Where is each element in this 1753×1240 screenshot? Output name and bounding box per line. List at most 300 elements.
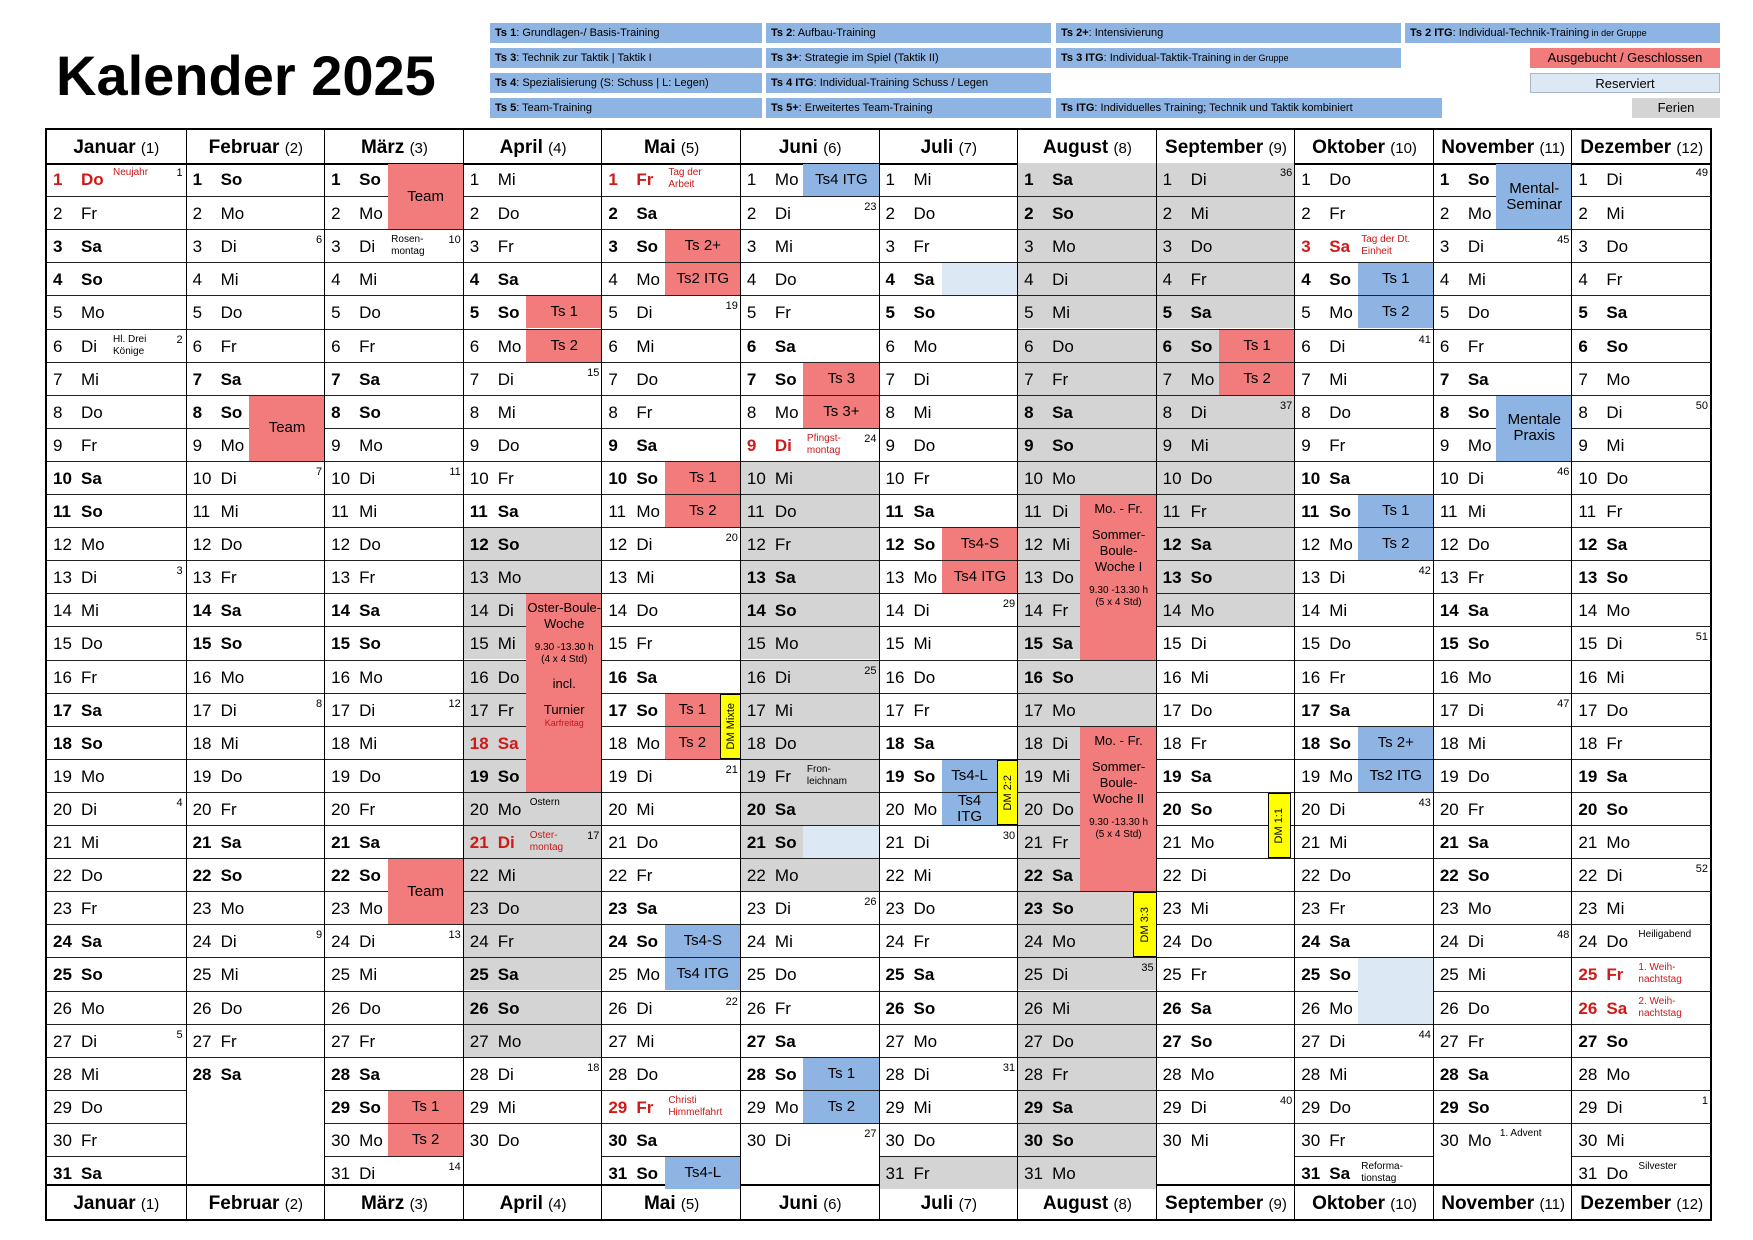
day-cell[interactable]: [1295, 461, 1434, 494]
day-cell[interactable]: [1295, 693, 1434, 726]
day-cell[interactable]: [880, 196, 1019, 229]
day-cell[interactable]: [880, 1123, 1019, 1156]
day-cell[interactable]: [464, 1123, 603, 1156]
day-cell[interactable]: [602, 593, 741, 626]
day-cell[interactable]: [1572, 626, 1711, 659]
event-block[interactable]: [388, 1124, 464, 1156]
day-cell[interactable]: [1018, 395, 1157, 428]
event-block[interactable]: [665, 925, 741, 957]
day-cell[interactable]: [1157, 858, 1296, 891]
day-cell[interactable]: [1434, 593, 1573, 626]
day-cell[interactable]: [47, 362, 186, 395]
day-cell[interactable]: [1018, 295, 1157, 328]
day-cell[interactable]: [325, 759, 464, 792]
day-cell[interactable]: [325, 593, 464, 626]
day-cell[interactable]: [1157, 726, 1296, 759]
day-cell[interactable]: [1157, 593, 1296, 626]
day-cell[interactable]: [325, 295, 464, 328]
day-cell[interactable]: [325, 229, 464, 262]
day-cell[interactable]: [602, 428, 741, 461]
day-cell[interactable]: [602, 858, 741, 891]
day-cell[interactable]: [47, 560, 186, 593]
day-cell[interactable]: [1295, 196, 1434, 229]
day-cell[interactable]: [1434, 262, 1573, 295]
day-cell[interactable]: [1295, 593, 1434, 626]
day-cell[interactable]: [325, 726, 464, 759]
event-block[interactable]: [803, 363, 879, 395]
day-cell[interactable]: [1157, 1057, 1296, 1090]
day-cell[interactable]: [1572, 792, 1711, 825]
event-block[interactable]: [665, 1157, 741, 1189]
event-block[interactable]: [803, 396, 879, 428]
day-cell[interactable]: [464, 196, 603, 229]
day-cell[interactable]: [325, 957, 464, 990]
event-block[interactable]: [388, 859, 464, 924]
day-cell[interactable]: [187, 461, 326, 494]
day-cell[interactable]: [1572, 991, 1711, 1024]
day-cell[interactable]: [880, 295, 1019, 328]
day-cell[interactable]: [741, 957, 880, 990]
day-cell[interactable]: [1295, 362, 1434, 395]
day-cell[interactable]: [1434, 924, 1573, 957]
day-cell[interactable]: [1157, 560, 1296, 593]
day-cell[interactable]: [741, 693, 880, 726]
day-cell[interactable]: [325, 395, 464, 428]
event-block[interactable]: [803, 826, 879, 858]
day-cell[interactable]: [187, 295, 326, 328]
event-block[interactable]: [803, 1091, 879, 1123]
day-cell[interactable]: [325, 560, 464, 593]
day-cell[interactable]: [602, 792, 741, 825]
day-cell[interactable]: [1157, 196, 1296, 229]
day-cell[interactable]: [1434, 527, 1573, 560]
day-cell[interactable]: [602, 560, 741, 593]
day-cell[interactable]: [602, 1057, 741, 1090]
day-cell[interactable]: [325, 825, 464, 858]
day-cell[interactable]: [1018, 1123, 1157, 1156]
day-cell[interactable]: [1572, 395, 1711, 428]
day-cell[interactable]: [1018, 1090, 1157, 1123]
day-cell[interactable]: [187, 792, 326, 825]
day-cell[interactable]: [464, 957, 603, 990]
event-block[interactable]: [803, 1058, 879, 1090]
day-cell[interactable]: [1572, 693, 1711, 726]
day-cell[interactable]: [602, 991, 741, 1024]
day-cell[interactable]: [47, 593, 186, 626]
day-cell[interactable]: [464, 924, 603, 957]
day-cell[interactable]: [187, 196, 326, 229]
day-cell[interactable]: [741, 295, 880, 328]
day-cell[interactable]: [1572, 825, 1711, 858]
event-block[interactable]: [942, 760, 997, 792]
day-cell[interactable]: [1572, 1156, 1711, 1189]
day-cell[interactable]: [1295, 1024, 1434, 1057]
event-block[interactable]: [388, 164, 464, 229]
day-cell[interactable]: [187, 1057, 326, 1090]
day-cell[interactable]: [187, 362, 326, 395]
day-cell[interactable]: [880, 693, 1019, 726]
day-cell[interactable]: [602, 163, 741, 196]
day-cell[interactable]: [187, 726, 326, 759]
day-cell[interactable]: [47, 726, 186, 759]
day-cell[interactable]: [1434, 229, 1573, 262]
day-cell[interactable]: [47, 163, 186, 196]
day-cell[interactable]: [47, 262, 186, 295]
day-cell[interactable]: [325, 362, 464, 395]
day-cell[interactable]: [187, 957, 326, 990]
day-cell[interactable]: [1295, 395, 1434, 428]
day-cell[interactable]: [741, 792, 880, 825]
day-cell[interactable]: [1157, 991, 1296, 1024]
event-block[interactable]: [665, 495, 741, 527]
day-cell[interactable]: [47, 494, 186, 527]
day-cell[interactable]: [880, 1090, 1019, 1123]
day-cell[interactable]: [187, 527, 326, 560]
day-cell[interactable]: [1434, 825, 1573, 858]
day-cell[interactable]: [1572, 229, 1711, 262]
event-block[interactable]: [526, 296, 602, 328]
day-cell[interactable]: [1295, 626, 1434, 659]
day-cell[interactable]: [1157, 693, 1296, 726]
day-cell[interactable]: [464, 1090, 603, 1123]
day-cell[interactable]: [325, 1156, 464, 1189]
day-cell[interactable]: [1157, 924, 1296, 957]
event-block[interactable]: [803, 164, 879, 196]
day-cell[interactable]: [1434, 726, 1573, 759]
day-cell[interactable]: [325, 428, 464, 461]
day-cell[interactable]: [325, 924, 464, 957]
day-cell[interactable]: [1295, 1123, 1434, 1156]
day-cell[interactable]: [325, 262, 464, 295]
day-cell[interactable]: [1157, 1090, 1296, 1123]
day-cell[interactable]: [464, 494, 603, 527]
day-cell[interactable]: [464, 163, 603, 196]
day-cell[interactable]: [1434, 957, 1573, 990]
day-cell[interactable]: [187, 163, 326, 196]
day-cell[interactable]: [1572, 1090, 1711, 1123]
day-cell[interactable]: [325, 329, 464, 362]
day-cell[interactable]: [1018, 196, 1157, 229]
day-cell[interactable]: [1157, 428, 1296, 461]
day-cell[interactable]: [464, 229, 603, 262]
day-cell[interactable]: [1572, 362, 1711, 395]
day-cell[interactable]: [1572, 726, 1711, 759]
day-cell[interactable]: [187, 924, 326, 957]
event-block[interactable]: [665, 462, 741, 494]
day-cell[interactable]: [1157, 163, 1296, 196]
day-cell[interactable]: [741, 560, 880, 593]
day-cell[interactable]: [741, 1024, 880, 1057]
day-cell[interactable]: [47, 527, 186, 560]
day-cell[interactable]: [880, 428, 1019, 461]
day-cell[interactable]: [741, 991, 880, 1024]
day-cell[interactable]: [187, 1024, 326, 1057]
day-cell[interactable]: [47, 196, 186, 229]
day-cell[interactable]: [1572, 428, 1711, 461]
day-cell[interactable]: [1434, 461, 1573, 494]
day-cell[interactable]: [1572, 461, 1711, 494]
event-block[interactable]: [1358, 958, 1434, 1023]
day-cell[interactable]: [47, 1123, 186, 1156]
day-cell[interactable]: [47, 295, 186, 328]
day-cell[interactable]: [1295, 1156, 1434, 1189]
day-cell[interactable]: [880, 858, 1019, 891]
day-cell[interactable]: [47, 924, 186, 957]
day-cell[interactable]: [1018, 660, 1157, 693]
day-cell[interactable]: [880, 163, 1019, 196]
day-cell[interactable]: [1157, 295, 1296, 328]
day-cell[interactable]: [1295, 1090, 1434, 1123]
day-cell[interactable]: [1157, 891, 1296, 924]
day-cell[interactable]: [741, 1123, 880, 1156]
event-block[interactable]: [997, 760, 1018, 825]
day-cell[interactable]: [1572, 891, 1711, 924]
day-cell[interactable]: [1572, 1057, 1711, 1090]
day-cell[interactable]: [47, 395, 186, 428]
day-cell[interactable]: [602, 891, 741, 924]
event-block[interactable]: [665, 694, 720, 726]
day-cell[interactable]: [880, 726, 1019, 759]
day-cell[interactable]: [1434, 1123, 1573, 1156]
day-cell[interactable]: [464, 560, 603, 593]
day-cell[interactable]: [880, 660, 1019, 693]
day-cell[interactable]: [1295, 858, 1434, 891]
day-cell[interactable]: [1572, 262, 1711, 295]
day-cell[interactable]: [47, 957, 186, 990]
day-cell[interactable]: [187, 560, 326, 593]
day-cell[interactable]: [602, 329, 741, 362]
day-cell[interactable]: [47, 1156, 186, 1189]
day-cell[interactable]: [187, 660, 326, 693]
day-cell[interactable]: [1018, 1156, 1157, 1189]
day-cell[interactable]: [47, 825, 186, 858]
day-cell[interactable]: [1018, 957, 1157, 990]
day-cell[interactable]: [1295, 163, 1434, 196]
day-cell[interactable]: [464, 362, 603, 395]
day-cell[interactable]: [47, 991, 186, 1024]
day-cell[interactable]: [1434, 329, 1573, 362]
day-cell[interactable]: [325, 792, 464, 825]
day-cell[interactable]: [1157, 262, 1296, 295]
day-cell[interactable]: [1295, 329, 1434, 362]
day-cell[interactable]: [880, 1024, 1019, 1057]
day-cell[interactable]: [1434, 660, 1573, 693]
day-cell[interactable]: [1434, 759, 1573, 792]
day-cell[interactable]: [325, 494, 464, 527]
day-cell[interactable]: [1157, 494, 1296, 527]
day-cell[interactable]: [1295, 560, 1434, 593]
day-cell[interactable]: [464, 858, 603, 891]
day-cell[interactable]: [1157, 1024, 1296, 1057]
day-cell[interactable]: [464, 1024, 603, 1057]
day-cell[interactable]: [187, 891, 326, 924]
day-cell[interactable]: [1018, 262, 1157, 295]
day-cell[interactable]: [741, 196, 880, 229]
day-cell[interactable]: [464, 1057, 603, 1090]
day-cell[interactable]: [1157, 660, 1296, 693]
day-cell[interactable]: [1434, 991, 1573, 1024]
day-cell[interactable]: [1434, 1090, 1573, 1123]
day-cell[interactable]: [47, 858, 186, 891]
day-cell[interactable]: [47, 1090, 186, 1123]
day-cell[interactable]: [325, 693, 464, 726]
day-cell[interactable]: [464, 461, 603, 494]
event-block[interactable]: [1080, 495, 1156, 660]
day-cell[interactable]: [602, 759, 741, 792]
day-cell[interactable]: [741, 494, 880, 527]
day-cell[interactable]: [1157, 626, 1296, 659]
day-cell[interactable]: [741, 759, 880, 792]
day-cell[interactable]: [741, 626, 880, 659]
day-cell[interactable]: [880, 991, 1019, 1024]
day-cell[interactable]: [325, 1057, 464, 1090]
day-cell[interactable]: [880, 329, 1019, 362]
day-cell[interactable]: [1434, 891, 1573, 924]
day-cell[interactable]: [602, 1123, 741, 1156]
day-cell[interactable]: [1295, 924, 1434, 957]
day-cell[interactable]: [464, 792, 603, 825]
day-cell[interactable]: [1157, 461, 1296, 494]
day-cell[interactable]: [1295, 891, 1434, 924]
day-cell[interactable]: [741, 428, 880, 461]
day-cell[interactable]: [187, 229, 326, 262]
day-cell[interactable]: [1572, 494, 1711, 527]
day-cell[interactable]: [880, 1057, 1019, 1090]
day-cell[interactable]: [1018, 362, 1157, 395]
event-block[interactable]: [1219, 363, 1295, 395]
day-cell[interactable]: [602, 626, 741, 659]
day-cell[interactable]: [1434, 560, 1573, 593]
day-cell[interactable]: [1295, 792, 1434, 825]
day-cell[interactable]: [1157, 1123, 1296, 1156]
event-block[interactable]: [1496, 164, 1572, 229]
day-cell[interactable]: [602, 362, 741, 395]
day-cell[interactable]: [47, 660, 186, 693]
day-cell[interactable]: [325, 991, 464, 1024]
event-block[interactable]: [1358, 296, 1434, 328]
day-cell[interactable]: [1434, 792, 1573, 825]
day-cell[interactable]: [741, 593, 880, 626]
day-cell[interactable]: [1434, 693, 1573, 726]
event-block[interactable]: [942, 561, 1018, 593]
day-cell[interactable]: [1434, 626, 1573, 659]
day-cell[interactable]: [187, 991, 326, 1024]
day-cell[interactable]: [47, 229, 186, 262]
day-cell[interactable]: [187, 759, 326, 792]
event-block[interactable]: [1496, 396, 1572, 461]
day-cell[interactable]: [1295, 229, 1434, 262]
event-block[interactable]: [1268, 793, 1292, 858]
day-cell[interactable]: [1295, 428, 1434, 461]
day-cell[interactable]: [741, 660, 880, 693]
day-cell[interactable]: [464, 991, 603, 1024]
day-cell[interactable]: [880, 593, 1019, 626]
day-cell[interactable]: [1018, 229, 1157, 262]
day-cell[interactable]: [1295, 660, 1434, 693]
day-cell[interactable]: [325, 461, 464, 494]
day-cell[interactable]: [1157, 759, 1296, 792]
day-cell[interactable]: [47, 626, 186, 659]
day-cell[interactable]: [1572, 527, 1711, 560]
day-cell[interactable]: [602, 395, 741, 428]
event-block[interactable]: [1080, 727, 1156, 892]
day-cell[interactable]: [1018, 991, 1157, 1024]
day-cell[interactable]: [602, 295, 741, 328]
day-cell[interactable]: [741, 229, 880, 262]
day-cell[interactable]: [1572, 924, 1711, 957]
day-cell[interactable]: [1434, 1024, 1573, 1057]
day-cell[interactable]: [1572, 163, 1711, 196]
day-cell[interactable]: [1157, 957, 1296, 990]
day-cell[interactable]: [880, 1156, 1019, 1189]
day-cell[interactable]: [741, 924, 880, 957]
day-cell[interactable]: [741, 726, 880, 759]
event-block[interactable]: [942, 793, 997, 825]
event-block[interactable]: [665, 727, 720, 759]
day-cell[interactable]: [602, 196, 741, 229]
day-cell[interactable]: [880, 825, 1019, 858]
day-cell[interactable]: [464, 395, 603, 428]
day-cell[interactable]: [1572, 295, 1711, 328]
day-cell[interactable]: [47, 759, 186, 792]
day-cell[interactable]: [1157, 527, 1296, 560]
day-cell[interactable]: [880, 924, 1019, 957]
day-cell[interactable]: [47, 792, 186, 825]
day-cell[interactable]: [880, 891, 1019, 924]
day-cell[interactable]: [187, 858, 326, 891]
day-cell[interactable]: [1572, 1123, 1711, 1156]
event-block[interactable]: [1358, 727, 1434, 759]
day-cell[interactable]: [1157, 229, 1296, 262]
day-cell[interactable]: [464, 825, 603, 858]
day-cell[interactable]: [880, 229, 1019, 262]
day-cell[interactable]: [602, 660, 741, 693]
day-cell[interactable]: [1434, 362, 1573, 395]
day-cell[interactable]: [602, 825, 741, 858]
day-cell[interactable]: [47, 1057, 186, 1090]
event-block[interactable]: [942, 528, 1018, 560]
day-cell[interactable]: [1572, 593, 1711, 626]
day-cell[interactable]: [464, 262, 603, 295]
event-block[interactable]: [249, 396, 325, 461]
day-cell[interactable]: [1018, 163, 1157, 196]
day-cell[interactable]: [602, 1090, 741, 1123]
day-cell[interactable]: [187, 626, 326, 659]
day-cell[interactable]: [1018, 461, 1157, 494]
day-cell[interactable]: [1434, 858, 1573, 891]
day-cell[interactable]: [1572, 858, 1711, 891]
day-cell[interactable]: [325, 1024, 464, 1057]
day-cell[interactable]: [464, 891, 603, 924]
day-cell[interactable]: [187, 329, 326, 362]
day-cell[interactable]: [47, 329, 186, 362]
day-cell[interactable]: [741, 527, 880, 560]
day-cell[interactable]: [1018, 329, 1157, 362]
day-cell[interactable]: [602, 527, 741, 560]
day-cell[interactable]: [1434, 295, 1573, 328]
day-cell[interactable]: [1572, 957, 1711, 990]
event-block[interactable]: [1358, 495, 1434, 527]
day-cell[interactable]: [187, 693, 326, 726]
day-cell[interactable]: [325, 527, 464, 560]
day-cell[interactable]: [880, 395, 1019, 428]
day-cell[interactable]: [741, 329, 880, 362]
day-cell[interactable]: [325, 660, 464, 693]
day-cell[interactable]: [880, 626, 1019, 659]
day-cell[interactable]: [1295, 825, 1434, 858]
day-cell[interactable]: [1572, 329, 1711, 362]
day-cell[interactable]: [1157, 395, 1296, 428]
